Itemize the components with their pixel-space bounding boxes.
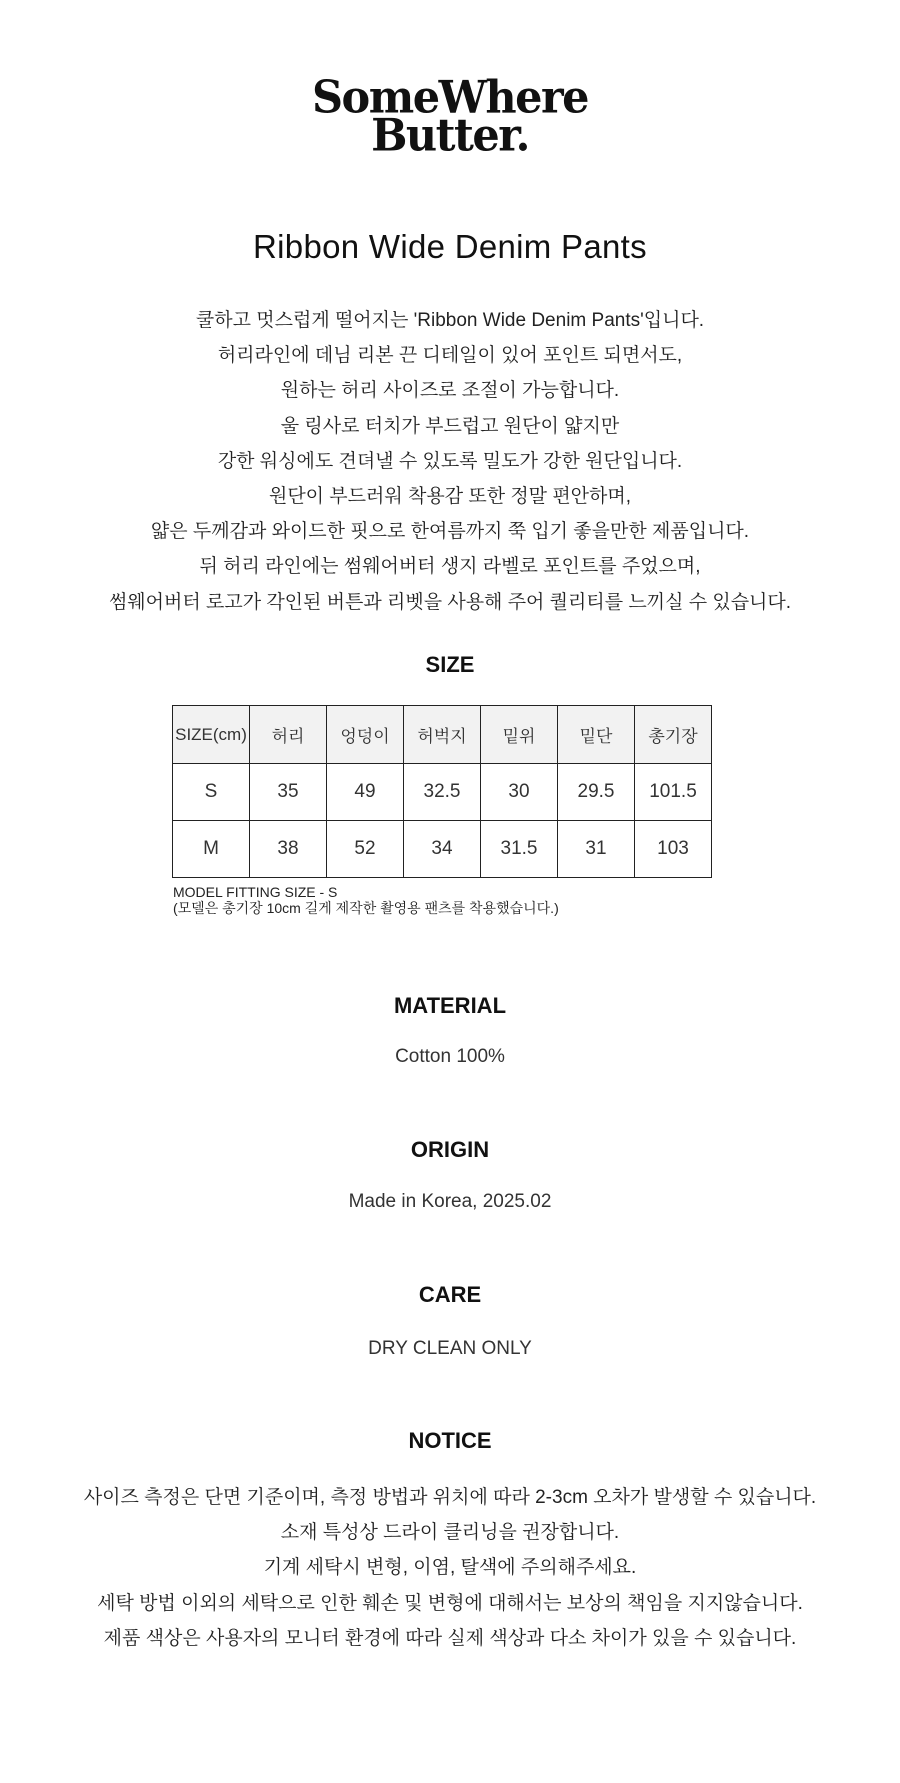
size-cell: 38 xyxy=(250,821,327,878)
size-cell: 31.5 xyxy=(481,821,558,878)
size-table xyxy=(172,705,712,878)
description-line: 원하는 허리 사이즈로 조절이 가능합니다. xyxy=(280,380,620,402)
size-cell: S xyxy=(173,764,250,821)
notice-list xyxy=(0,1480,900,1656)
size-table-row xyxy=(173,821,712,878)
model-fitting-detail: (모델은 총기장 10cm 길게 제작한 촬영용 팬츠를 착용했습니다.) xyxy=(173,900,559,916)
model-fitting-size: MODEL FITTING SIZE - S xyxy=(173,884,338,900)
description-line: 원단이 부드러워 착용감 또한 정말 편안하며, xyxy=(268,486,632,508)
care-heading: CARE xyxy=(418,1282,482,1307)
description-line: 썸웨어버터 로고가 각인된 버튼과 리벳을 사용해 주어 퀄리티를 느끼실 수 있습니다. xyxy=(108,591,792,613)
notice-line: 사이즈 측정은 단면 기준이며, 측정 방법과 위치에 따라 2-3cm 오차가 발생할 수 있습니다. xyxy=(83,1487,817,1508)
size-heading: SIZE xyxy=(425,652,475,677)
material-heading: MATERIAL xyxy=(393,993,507,1018)
size-column-header: SIZE(cm) xyxy=(173,706,250,764)
notice-line: 기계 세탁시 변형, 이염, 탈색에 주의해주세요. xyxy=(263,1557,637,1579)
size-cell: 31 xyxy=(558,821,635,878)
size-column-header: 밑위 xyxy=(481,706,558,764)
description-line: 뒤 허리 라인에는 썸웨어버터 생지 라벨로 포인트를 주었으며, xyxy=(199,556,701,578)
origin-heading: ORIGIN xyxy=(410,1137,490,1162)
size-column-header: 허리 xyxy=(250,706,327,764)
description-line: 쿨하고 멋스럽게 떨어지는 'Ribbon Wide Denim Pants'입니다. xyxy=(195,310,705,331)
size-cell: 32.5 xyxy=(404,764,481,821)
notice-heading: NOTICE xyxy=(408,1428,492,1453)
material-value: Cotton 100% xyxy=(395,1046,505,1067)
size-cell: M xyxy=(173,821,250,878)
care-value: DRY CLEAN ONLY xyxy=(368,1338,532,1359)
size-column-header: 밑단 xyxy=(558,706,635,764)
size-cell: 52 xyxy=(327,821,404,878)
description-line: 울 링사로 터치가 부드럽고 원단이 얇지만 xyxy=(280,415,620,437)
product-title: Ribbon Wide Denim Pants xyxy=(253,228,647,265)
size-cell: 35 xyxy=(250,764,327,821)
notice-line: 세탁 방법 이외의 세탁으로 인한 훼손 및 변형에 대해서는 보상의 책임을 지지않습니다. xyxy=(97,1592,803,1614)
size-cell: 49 xyxy=(327,764,404,821)
origin-value: Made in Korea, 2025.02 xyxy=(348,1191,552,1212)
product-description xyxy=(0,303,900,620)
size-cell: 29.5 xyxy=(558,764,635,821)
size-column-header: 허벅지 xyxy=(404,706,481,764)
brand-logo-line2: Butter. xyxy=(371,109,529,163)
size-cell: 30 xyxy=(481,764,558,821)
model-fitting-note xyxy=(173,884,559,916)
size-column-header: 엉덩이 xyxy=(327,706,404,764)
size-table-row xyxy=(173,764,712,821)
size-cell: 103 xyxy=(635,821,712,878)
description-line: 허리라인에 데님 리본 끈 디테일이 있어 포인트 되면서도, xyxy=(217,345,683,367)
size-table-header xyxy=(173,706,712,764)
description-line: 얇은 두께감과 와이드한 핏으로 한여름까지 쭉 입기 좋을만한 제품입니다. xyxy=(150,521,750,543)
brand-logo xyxy=(0,71,900,163)
notice-line: 소재 특성상 드라이 클리닝을 권장합니다. xyxy=(280,1522,620,1544)
description-line: 강한 워싱에도 견뎌낼 수 있도록 밀도가 강한 원단입니다. xyxy=(217,450,683,472)
size-cell: 34 xyxy=(404,821,481,878)
size-cell: 101.5 xyxy=(635,764,712,821)
brand-logo-line1: SomeWhere xyxy=(311,71,588,125)
notice-line: 제품 색상은 사용자의 모니터 환경에 따라 실제 색상과 다소 차이가 있을 수 있습니다. xyxy=(103,1627,797,1649)
size-column-header: 총기장 xyxy=(635,706,712,764)
